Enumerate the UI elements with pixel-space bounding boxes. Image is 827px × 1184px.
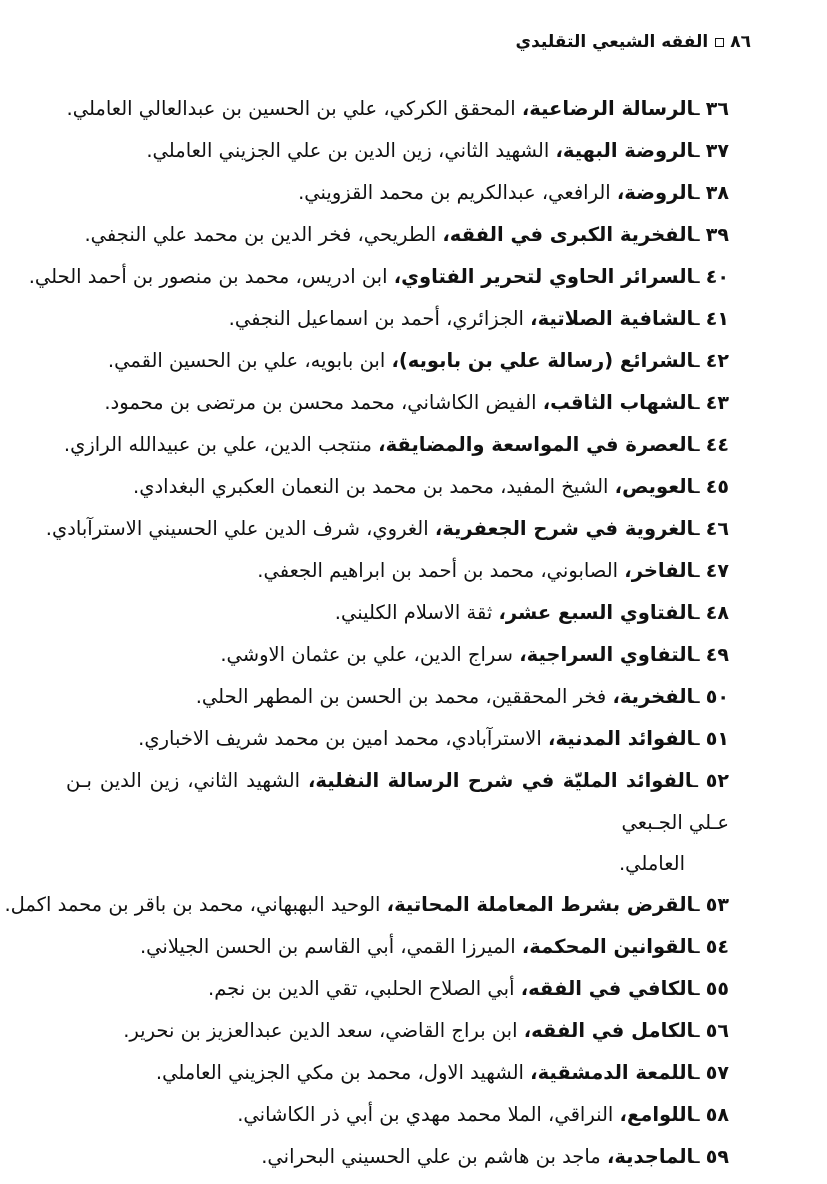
entry-author: الشيخ المفيد، محمد بن محمد بن النعمان العكبري البغدادي. <box>133 475 615 498</box>
entry-number: ٣٦ <box>705 98 729 120</box>
entry-author: ابن ادريس، محمد بن منصور بن أحمد الحلي. <box>28 265 394 288</box>
entry-number: ٥٦ <box>705 1020 729 1042</box>
list-item: ٥٨ ـاللوامع، النراقي، الملا محمد مهدي بن أبي ذر الكاشاني. <box>237 1103 729 1126</box>
entry-title: اللمعة الدمشقية، <box>530 1061 694 1084</box>
entry-title: الروضة، <box>616 181 694 204</box>
list-item: ٤١ ـالشافية الصلاتية، الجزائري، أحمد بن اسماعيل النجفي. <box>228 307 729 330</box>
page-number: ٨٦ <box>730 32 751 52</box>
entry-title: الروضة البهية، <box>555 139 694 162</box>
entry-author: الجزائري، أحمد بن اسماعيل النجفي. <box>228 307 531 330</box>
list-item: ٤٢ ـالشرائع (رسالة علي بن بابويه)، ابن بابويه، علي بن الحسين القمي. <box>107 349 729 372</box>
entry-author: ثقة الاسلام الكليني. <box>334 601 499 624</box>
list-item: ٤٠ ـالسرائر الحاوي لتحرير الفتاوي، ابن ادريس، محمد بن منصور بن أحمد الحلي. <box>28 265 729 288</box>
entry-number: ٣٩ <box>705 224 729 246</box>
entry-title: الفتاوي السبع عشر، <box>498 601 694 624</box>
list-item: ٤٥ ـالعويص، الشيخ المفيد، محمد بن محمد بن النعمان العكبري البغدادي. <box>133 475 729 498</box>
entry-author: الفيض الكاشاني، محمد محسن بن مرتضى بن محمود. <box>104 391 543 414</box>
entry-number: ٣٨ <box>705 182 729 204</box>
entry-title: الكافي في الفقه، <box>520 977 694 1000</box>
entry-title: الفوائد المليّة في شرح الرسالة النفلية، <box>308 769 693 792</box>
entry-title: العصرة في المواسعة والمضايقة، <box>378 433 694 456</box>
list-item: ٣٩ ـالفخرية الكبرى في الفقه، الطريحي، فخر الدين بن محمد علي النجفي. <box>84 223 729 246</box>
entry-title: الشرائع (رسالة علي بن بابويه)، <box>391 349 694 372</box>
list-item: ٥٣ ـالقرض بشرط المعاملة المحاتية، الوحيد البهبهاني، محمد بن باقر بن محمد اكمل. <box>4 893 729 916</box>
list-item: ٥٩ ـالماجدية، ماجد بن هاشم بن علي الحسيني البحراني. <box>261 1145 729 1168</box>
entry-title: اللوامع، <box>619 1103 694 1126</box>
list-item: ٣٦ ـالرسالة الرضاعية، المحقق الكركي، علي بن الحسين بن عبدالعالي العاملي. <box>66 97 729 120</box>
entry-title: الفوائد المدنية، <box>548 727 694 750</box>
entry-number: ٣٧ <box>705 140 729 162</box>
list-item: ٤٩ ـالتفاوي السراجية، سراج الدين، علي بن عثمان الاوشي. <box>220 643 729 666</box>
entry-author: الصابوني، محمد بن أحمد بن ابراهيم الجعفي. <box>257 559 625 582</box>
entry-number: ٤٠ <box>705 266 729 288</box>
entry-author: الشهيد الاول، محمد بن مكي الجزيني العاملي. <box>155 1061 531 1084</box>
entry-author: المحقق الكركي، علي بن الحسين بن عبدالعالي العاملي. <box>66 97 522 120</box>
list-item: ٤٦ ـالغروية في شرح الجعفرية، الغروي، شرف الدين علي الحسيني الاسترآبادي. <box>45 517 729 540</box>
entry-number: ٤١ <box>705 308 729 330</box>
entry-author: الاسترآبادي، محمد امين بن محمد شريف الاخباري. <box>138 727 549 750</box>
entry-number: ٥٠ <box>705 686 729 708</box>
entry-author: سراج الدين، علي بن عثمان الاوشي. <box>220 643 520 666</box>
entry-number: ٥١ <box>705 728 729 750</box>
entry-title: السرائر الحاوي لتحرير الفتاوي، <box>393 265 694 288</box>
list-item: ٤٧ ـالفاخر، الصابوني، محمد بن أحمد بن ابراهيم الجعفي. <box>257 559 729 582</box>
list-item: ٥١ ـالفوائد المدنية، الاسترآبادي، محمد امين بن محمد شريف الاخباري. <box>138 727 729 750</box>
entry-title: القرض بشرط المعاملة المحاتية، <box>386 893 694 916</box>
entry-number: ٥٤ <box>705 936 729 958</box>
entry-title: الفخرية الكبرى في الفقه، <box>442 223 694 246</box>
square-ornament-icon <box>715 38 724 47</box>
entry-number: ٤٩ <box>705 644 729 666</box>
entry-title: التفاوي السراجية، <box>519 643 694 666</box>
list-item: ٥٥ ـالكافي في الفقه، أبي الصلاح الحلبي، تقي الدين بن نجم. <box>208 977 729 1000</box>
entry-author: ابن براج القاضي، سعد الدين عبدالعزيز بن نحرير. <box>123 1019 524 1042</box>
entry-number: ٥٨ <box>705 1104 729 1126</box>
entry-title: الماجدية، <box>606 1145 694 1168</box>
list-item: ٤٣ ـالشهاب الثاقب، الفيض الكاشاني، محمد محسن بن مرتضى بن محمود. <box>104 391 729 414</box>
entry-title: الشهاب الثاقب، <box>542 391 694 414</box>
list-item: ٣٧ ـالروضة البهية، الشهيد الثاني، زين الدين بن علي الجزيني العاملي. <box>146 139 729 162</box>
entry-title: الغروية في شرح الجعفرية، <box>434 517 694 540</box>
entry-author: الميرزا القمي، أبي القاسم بن الحسن الجيلاني. <box>139 935 522 958</box>
list-item: ٥٠ ـالفخرية، فخر المحققين، محمد بن الحسن بن المطهر الحلي. <box>195 685 729 708</box>
entry-author: الطريحي، فخر الدين بن محمد علي النجفي. <box>84 223 443 246</box>
entry-number: ٤٤ <box>705 434 729 456</box>
entry-number: ٤٦ <box>705 518 729 540</box>
list-item: ٥٤ ـالقوانين المحكمة، الميرزا القمي، أبي القاسم بن الحسن الجيلاني. <box>139 935 729 958</box>
list-item: ٥٢ ـالفوائد المليّة في شرح الرسالة النفلية، الشهيد الثاني، زين الدين بـن عـلي الجـبعي العاملي. <box>66 760 729 884</box>
entry-number: ٤٥ <box>705 476 729 498</box>
running-header <box>60 26 751 58</box>
list-item: ٤٤ ـالعصرة في المواسعة والمضايقة، منتجب الدين، علي بن عبيدالله الرازي. <box>63 433 729 456</box>
list-item: ٥٦ ـالكامل في الفقه، ابن براج القاضي، سعد الدين عبدالعزيز بن نحرير. <box>123 1019 729 1042</box>
entry-author: الغروي، شرف الدين علي الحسيني الاسترآبادي. <box>45 517 435 540</box>
list-item: ٥٧ ـاللمعة الدمشقية، الشهيد الاول، محمد بن مكي الجزيني العاملي. <box>155 1061 729 1084</box>
entry-author: الشهيد الثاني، زين الدين بن علي الجزيني العاملي. <box>146 139 556 162</box>
entry-number: ٤٣ <box>705 392 729 414</box>
entry-author: ماجد بن هاشم بن علي الحسيني البحراني. <box>261 1145 607 1168</box>
entry-title: الكامل في الفقه، <box>523 1019 694 1042</box>
entry-number: ٥٧ <box>705 1062 729 1084</box>
entry-number: ٥٩ <box>705 1146 729 1168</box>
entry-number: ٤٢ <box>705 350 729 372</box>
entry-title: القوانين المحكمة، <box>521 935 694 958</box>
entry-author: فخر المحققين، محمد بن الحسن بن المطهر الحلي. <box>195 685 613 708</box>
entry-number: ٥٢ <box>705 770 729 792</box>
entry-author: أبي الصلاح الحلبي، تقي الدين بن نجم. <box>208 977 521 1000</box>
entry-title: الفاخر، <box>624 559 694 582</box>
entry-number: ٤٨ <box>705 602 729 624</box>
entry-author: الشهيد الثاني، زين الدين بـن عـلي الجـبعي <box>66 769 729 834</box>
list-item: ٤٨ ـالفتاوي السبع عشر، ثقة الاسلام الكليني. <box>334 601 729 624</box>
entry-number: ٥٥ <box>705 978 729 1000</box>
entry-number: ٥٣ <box>705 894 729 916</box>
entry-number: ٤٧ <box>705 560 729 582</box>
entry-author: منتجب الدين، علي بن عبيدالله الرازي. <box>63 433 379 456</box>
bibliography-list <box>4 88 729 1178</box>
list-item: ٣٨ ـالروضة، الرافعي، عبدالكريم بن محمد القزويني. <box>298 181 729 204</box>
entry-title: الفخرية، <box>612 685 694 708</box>
entry-author: النراقي، الملا محمد مهدي بن أبي ذر الكاشاني. <box>237 1103 620 1126</box>
book-title: الفقه الشيعي التقليدي <box>515 32 709 52</box>
entry-author: ابن بابويه، علي بن الحسين القمي. <box>107 349 392 372</box>
entry-continuation: العاملي. <box>618 852 685 875</box>
entry-title: الشافية الصلاتية، <box>530 307 694 330</box>
entry-author: الوحيد البهبهاني، محمد بن باقر بن محمد اكمل. <box>4 893 387 916</box>
entry-title: الرسالة الرضاعية، <box>521 97 694 120</box>
entry-title: العويص، <box>614 475 694 498</box>
entry-author: الرافعي، عبدالكريم بن محمد القزويني. <box>298 181 617 204</box>
